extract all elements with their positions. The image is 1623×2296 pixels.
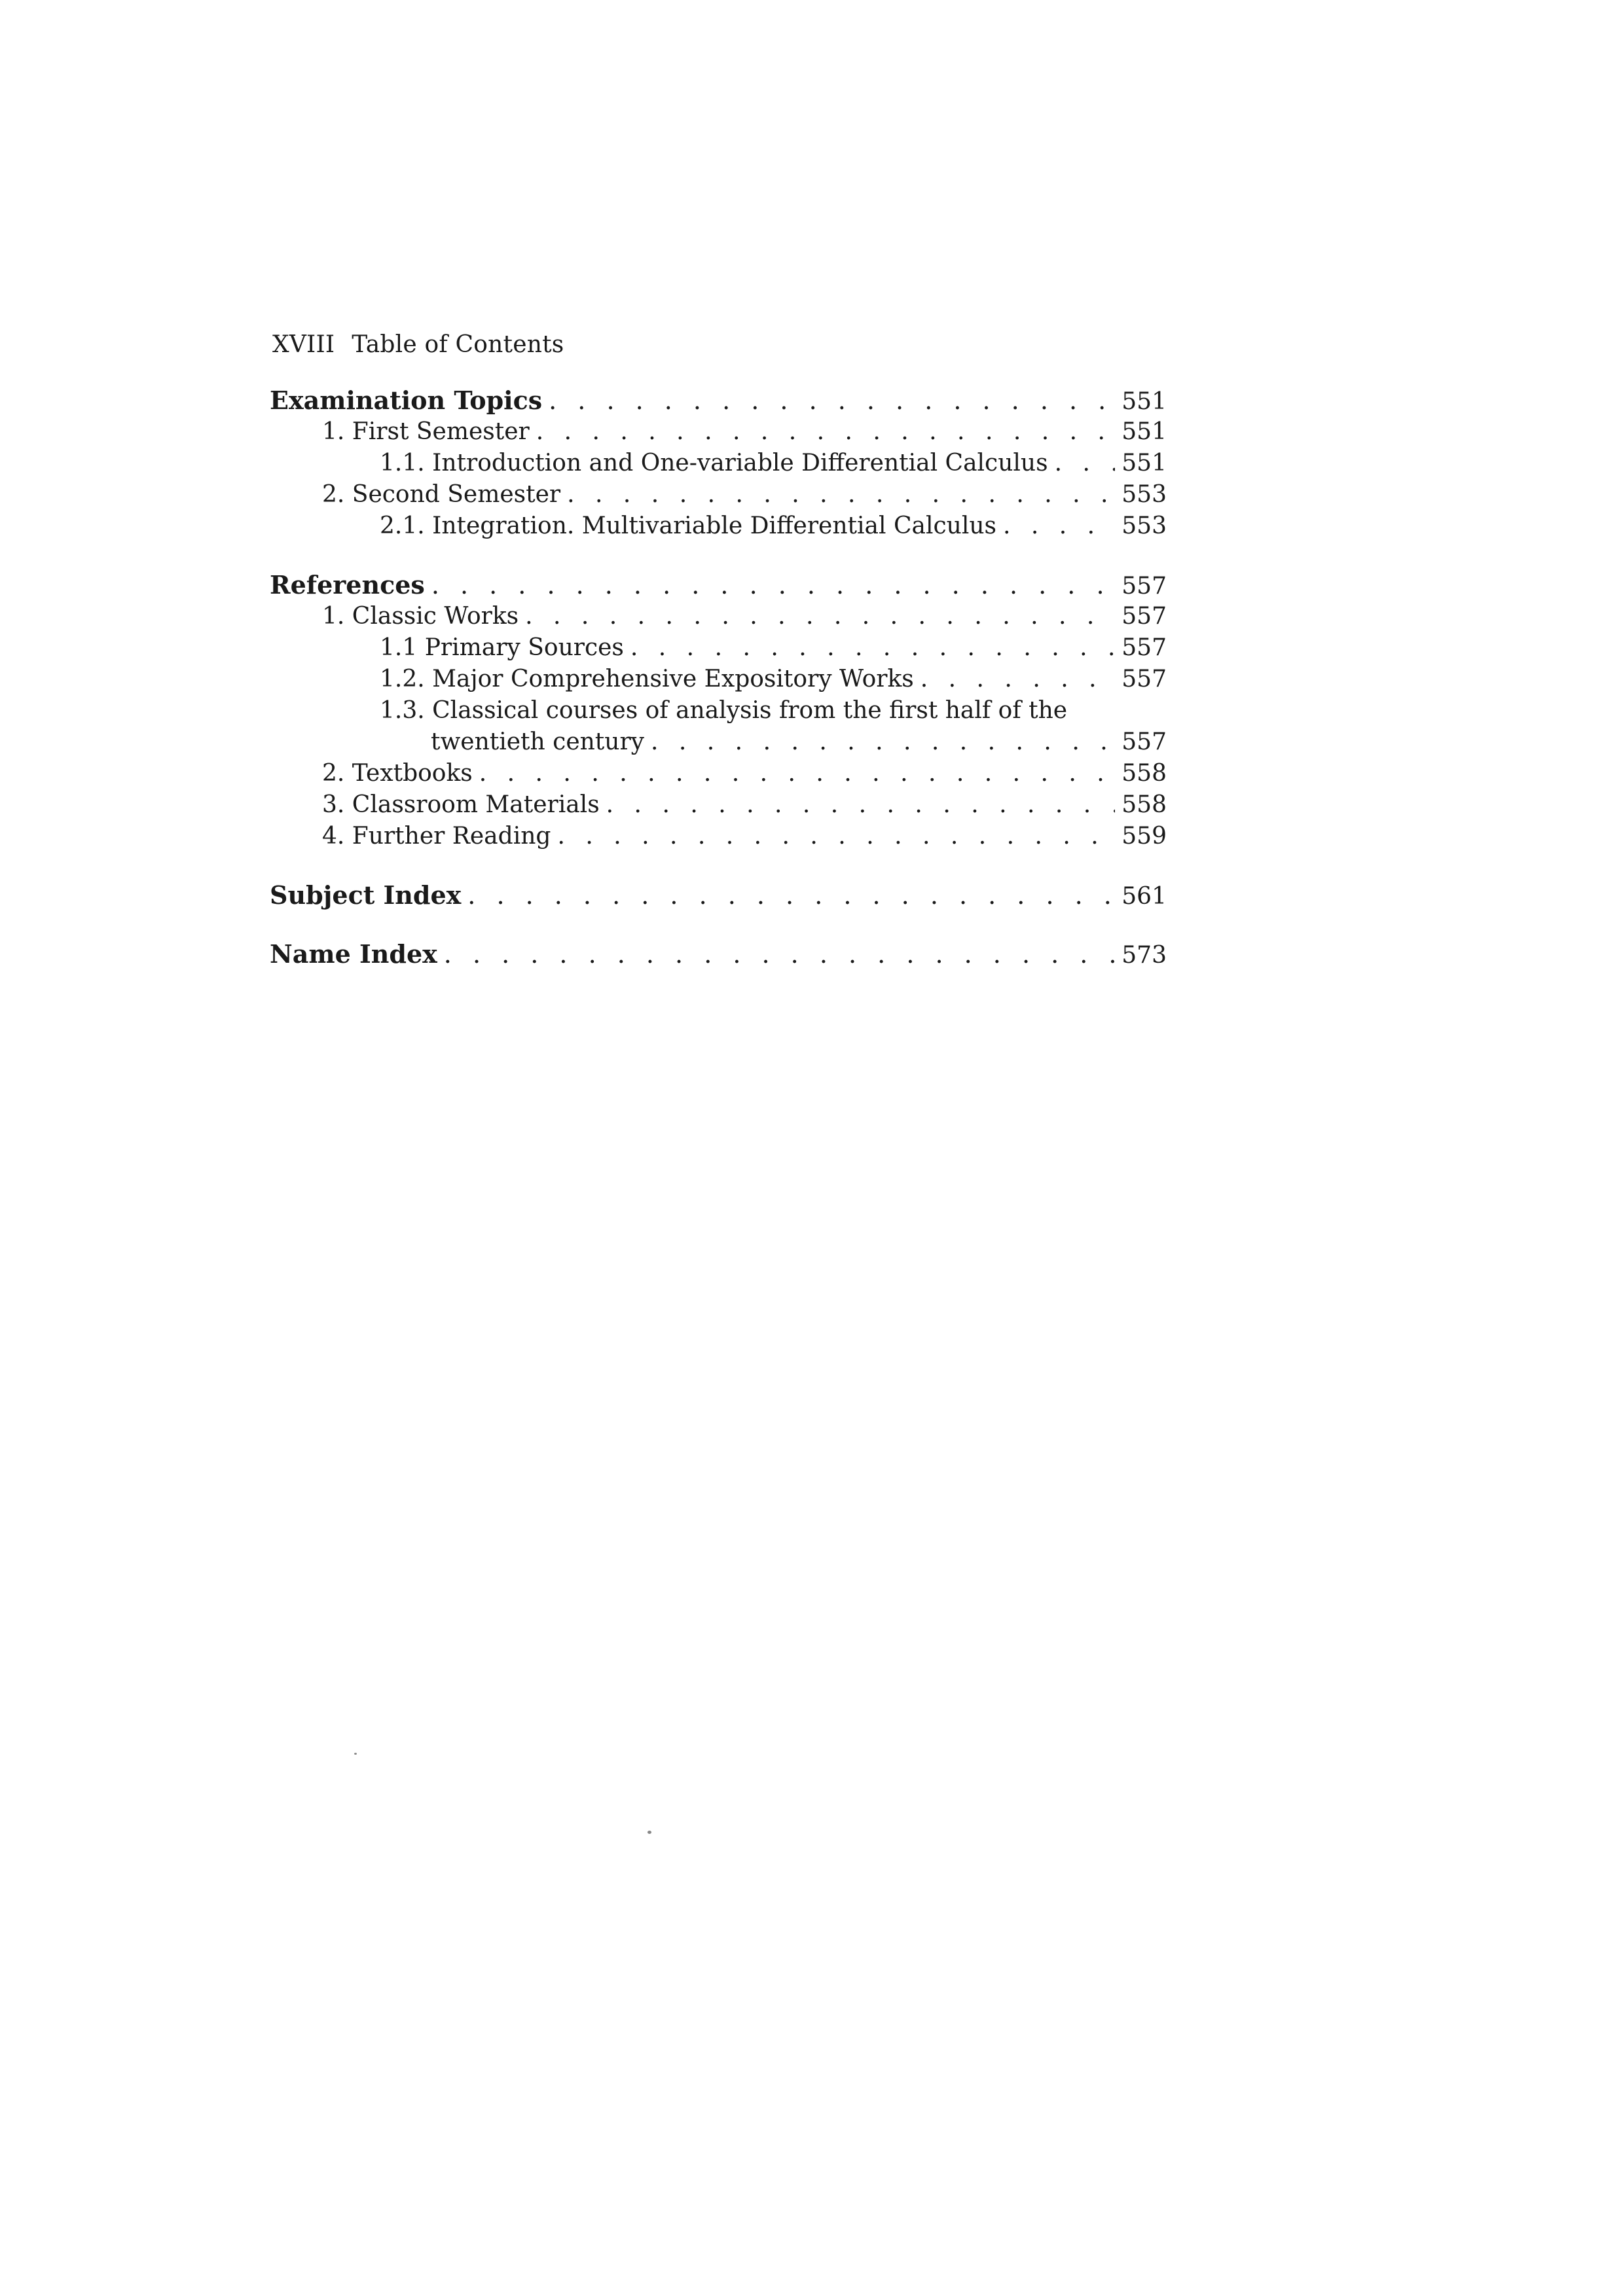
dot-leader [557,821,1115,852]
toc-entry-page: 551 [1122,388,1167,415]
toc-entry-subject-index [270,880,1167,911]
toc-entry-title: References [270,570,425,600]
section-gap [270,852,1167,880]
toc-entry-integration [270,511,1167,542]
toc-entry-page: 558 [1122,791,1167,818]
dot-leader [444,939,1116,970]
table-of-contents [270,385,1167,970]
toc-entry-page: 553 [1122,481,1167,508]
toc-entry-title: 2. Second Semester [322,481,561,508]
toc-entry-title: 1. Classic Works [322,603,519,630]
toc-entry-title: 2.1. Integration. Multivariable Differential Calculus [380,512,996,539]
section-gap [270,911,1167,939]
dot-leader [630,632,1115,664]
toc-entry-title: 2. Textbooks [322,760,473,787]
scan-speck [354,1753,357,1755]
toc-entry-page: 551 [1122,418,1167,445]
toc-entry-first-semester [270,416,1167,448]
dot-leader [479,758,1116,789]
toc-entry-classroom-materials [270,789,1167,821]
dot-leader [606,789,1116,821]
toc-entry-title: 1.2. Major Comprehensive Expository Works [380,666,914,692]
toc-entry-page: 551 [1122,450,1167,476]
scan-speck [647,1831,651,1834]
toc-entry-page: 557 [1122,728,1167,755]
toc-entry-title: twentieth century [431,728,645,755]
toc-entry-classical-courses [270,695,1167,726]
toc-entry-page: 561 [1122,883,1167,910]
page-folio: XVIII [272,331,335,358]
toc-entry-introduction [270,448,1167,479]
toc-entry-title: 1. First Semester [322,418,530,445]
dot-leader [525,601,1115,632]
toc-entry-page: 557 [1122,603,1167,630]
dot-leader [467,880,1115,911]
running-title: Table of Contents [352,331,564,358]
toc-entry-name-index [270,939,1167,970]
toc-entry-classic-works [270,601,1167,632]
dot-leader [651,726,1115,758]
toc-entry-references [270,569,1167,601]
toc-entry-title: 1.3. Classical courses of analysis from the first half of the [380,697,1068,724]
dot-leader [549,385,1115,416]
toc-entry-page: 559 [1122,823,1167,850]
toc-entry-page: 557 [1122,666,1167,692]
dot-leader [1003,511,1115,542]
toc-entry-page: 573 [1122,942,1167,969]
toc-entry-primary-sources [270,632,1167,664]
toc-entry-page: 557 [1122,634,1167,661]
toc-entry-title: 1.1. Introduction and One-variable Differential Calculus [380,450,1048,476]
toc-entry-page: 553 [1122,512,1167,539]
running-header [272,331,564,358]
toc-entry-page: 557 [1122,573,1167,600]
dot-leader [921,664,1116,695]
toc-entry-title: 1.1 Primary Sources [380,634,624,661]
toc-entry-title: Subject Index [270,880,462,910]
dot-leader [536,416,1116,448]
section-gap [270,542,1167,569]
toc-entry-further-reading [270,821,1167,852]
toc-entry-title: Examination Topics [270,386,543,415]
dot-leader [1055,448,1116,479]
toc-entry-textbooks [270,758,1167,789]
toc-entry-title: Name Index [270,939,437,969]
dot-leader [567,479,1115,511]
toc-entry-title: 4. Further Reading [322,823,551,850]
toc-entry-classical-courses-continued [270,726,1167,758]
toc-entry-title: 3. Classroom Materials [322,791,600,818]
toc-entry-second-semester [270,479,1167,511]
dot-leader [431,569,1115,601]
toc-entry-page: 558 [1122,760,1167,787]
toc-entry-examination-topics [270,385,1167,416]
toc-entry-major-expository-works [270,664,1167,695]
